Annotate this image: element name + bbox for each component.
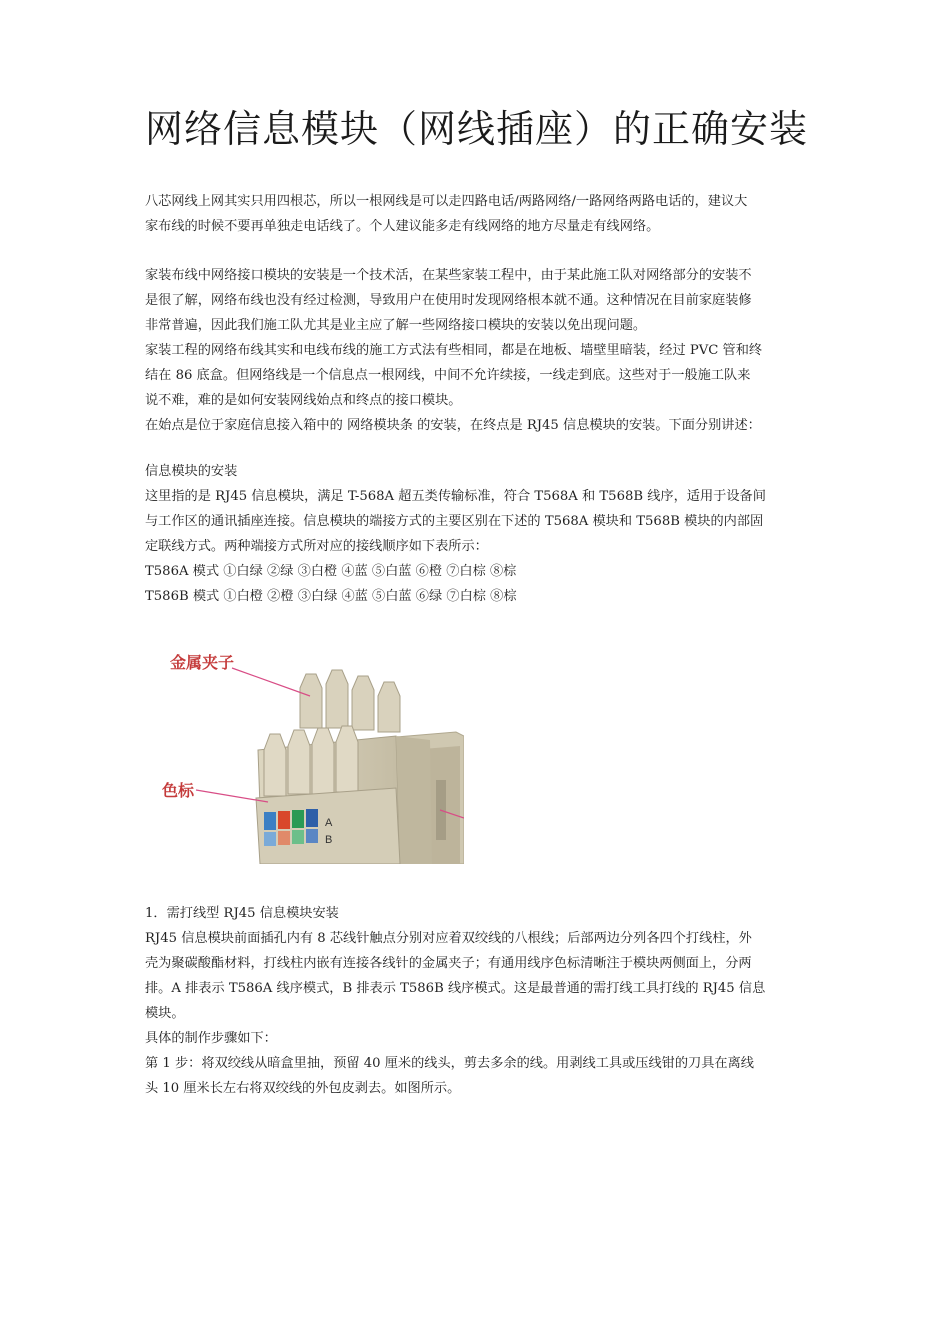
color-code-label: 色标 [162, 781, 195, 800]
text-line: 非常普遍，因此我们施工队尤其是业主应了解一些网络接口模块的安装以免出现问题。 [145, 318, 647, 333]
text-line: 与工作区的通讯插座连接。信息模块的端接方式的主要区别在下述的 T568A 模块和 T568B 模块的内部固 [145, 514, 764, 529]
row-b-mark: B [325, 834, 333, 846]
paragraph-intro [145, 189, 810, 239]
text-line: 说不难，难的是如何安装网线始点和终点的接口模块。 [145, 393, 462, 408]
text-line: 结在 86 底盒。但网络线是一个信息点一根网线，中间不允许续接，一线走到底。这些对于一般施工队来 [145, 368, 751, 383]
text-line: 模块。 [145, 1006, 185, 1021]
wiring-order-t586b: T586B 模式 ①白橙 ②橙 ③白绿 ④蓝 ⑤白蓝 ⑥绿 ⑦白棕 ⑧棕 [145, 589, 517, 604]
paragraph-module-install [145, 459, 810, 609]
row-a-mark: A [325, 817, 333, 829]
section-heading: 信息模块的安装 [145, 464, 238, 479]
section-heading: 1．需打线型 RJ45 信息模块安装 [145, 906, 339, 921]
text-line: 这里指的是 RJ45 信息模块，满足 T-568A 超五类传输标准，符合 T568A 和 T568B 线序，适用于设备间 [145, 489, 766, 504]
text-line: 排。A 排表示 T586A 线序模式，B 排表示 T586B 线序模式。这是最普通的需打线工具打线的 RJ45 信息 [145, 981, 766, 996]
paragraph-rj45-steps [145, 901, 810, 1101]
wiring-order-t586a: T586A 模式 ①白绿 ②绿 ③白橙 ④蓝 ⑤白蓝 ⑥橙 ⑦白棕 ⑧棕 [145, 564, 517, 579]
text-line: 八芯网线上网其实只用四根芯，所以一根网线是可以走四路电话/两路网络/一路网络两路电话的，建议大 [145, 194, 748, 209]
metal-clip-label: 金属夹子 [170, 653, 235, 672]
text-line: RJ45 信息模块前面插孔内有 8 芯线针触点分别对应着双绞线的八根线；后部两边分列各四个打线柱，外 [145, 931, 752, 946]
text-line: 壳为聚碳酸酯材料，打线柱内嵌有连接各线针的金属夹子；有通用线序色标清晰注于模块两侧面上，分两 [145, 956, 752, 971]
text-line: 在始点是位于家庭信息接入箱中的 网络模块条 的安装，在终点是 RJ45 信息模块的安装。下面分别讲述： [145, 418, 761, 433]
rj45-module-photo [160, 640, 464, 864]
text-line: 头 10 厘米长左右将双绞线的外包皮剥去。如图所示。 [145, 1081, 461, 1096]
document-title: 网络信息模块（网线插座）的正确安装 [145, 107, 809, 151]
text-line: 具体的制作步骤如下： [145, 1031, 277, 1046]
text-line: 第 1 步：将双绞线从暗盒里抽，预留 40 厘米的线头，剪去多余的线。用剥线工具或压线钳的刀具在离线 [145, 1056, 754, 1071]
text-line: 是很了解，网络布线也没有经过检测，导致用户在使用时发现网络根本就不通。这种情况在目前家庭装修 [145, 293, 752, 308]
text-line: 家装工程的网络布线其实和电线布线的施工方式法有些相同，都是在地板、墙壁里暗装，经过 PVC 管和终 [145, 343, 763, 358]
text-line: 定联线方式。两种端接方式所对应的接线顺序如下表所示： [145, 539, 488, 554]
paragraph-background [145, 263, 810, 438]
text-line: 家布线的时候不要再单独走电话线了。个人建议能多走有线网络的地方尽量走有线网络。 [145, 219, 660, 234]
text-line: 家装布线中网络接口模块的安装是一个技术活，在某些家装工程中，由于某此施工队对网络部分的安装不 [145, 268, 752, 283]
